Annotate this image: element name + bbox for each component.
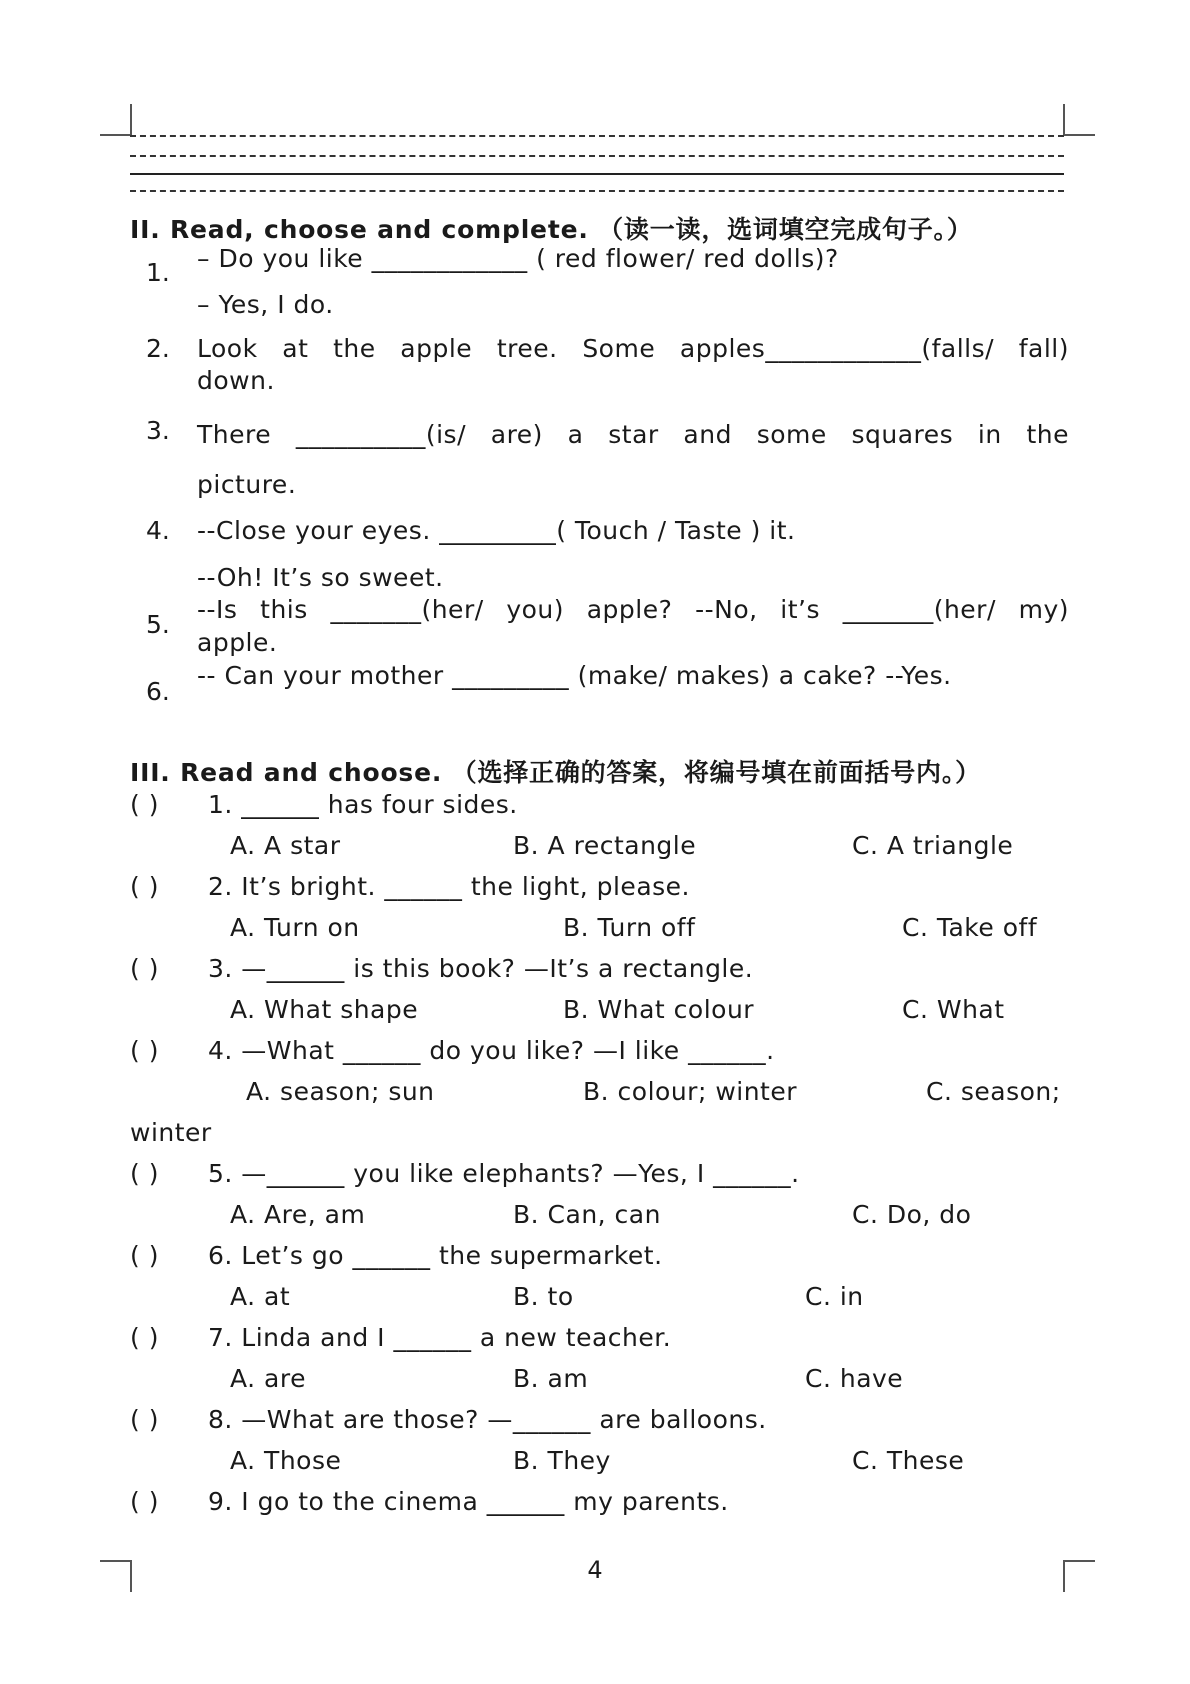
s2-item-5-line-1: --Is this _______(her/ you) apple? --No, it’s _______(her/ my)	[197, 595, 1069, 624]
s2-item-1-line-2: – Yes, I do.	[197, 290, 334, 319]
s3-q5-option-c: C. Do, do	[852, 1200, 972, 1229]
s2-item-number: 5.	[146, 610, 170, 639]
s2-item-4-line-1: --Close your eyes. _________( Touch / Taste ) it.	[197, 516, 796, 545]
answer-bracket[interactable]: ( )	[130, 1487, 159, 1516]
s2-item-5-line-2: apple.	[197, 628, 278, 657]
s3-q6-option-b: B. to	[513, 1282, 574, 1311]
s3-question-6: 6. Let’s go ______ the supermarket.	[208, 1241, 663, 1270]
s3-q4-option-c: C. season;	[926, 1077, 1061, 1106]
s3-q4-option-a: A. season; sun	[246, 1077, 435, 1106]
s3-q3-option-b: B. What colour	[563, 995, 755, 1024]
s2-item-number: 1.	[146, 258, 170, 287]
section-2-heading: II. Read, choose and complete. （读一读，选词填空完成句子。）	[130, 215, 973, 244]
s3-q7-option-a: A. are	[230, 1364, 306, 1393]
answer-bracket[interactable]: ( )	[130, 954, 159, 983]
s2-item-number: 3.	[146, 416, 170, 445]
s2-item-2-line-1: Look at the apple tree. Some apples____________(falls/ fall)	[197, 334, 1069, 363]
s3-q8-option-b: B. They	[513, 1446, 611, 1475]
s2-item-2-line-2: down.	[197, 366, 275, 395]
s3-q3-option-c: C. What	[902, 995, 1005, 1024]
s2-item-6-line-1: -- Can your mother _________ (make/ makes) a cake? --Yes.	[197, 661, 952, 690]
header-dashed-rule-2	[130, 155, 1064, 157]
header-dashed-rule-1	[130, 135, 1064, 137]
s3-question-2: 2. It’s bright. ______ the light, please.	[208, 872, 690, 901]
s2-item-3-line-2: picture.	[197, 470, 297, 499]
s3-q1-option-a: A. A star	[230, 831, 341, 860]
s3-question-1: 1. ______ has four sides.	[208, 790, 518, 819]
s3-q4-option-b: B. colour; winter	[583, 1077, 798, 1106]
s3-q1-option-b: B. A rectangle	[513, 831, 697, 860]
s3-q6-option-c: C. in	[805, 1282, 864, 1311]
s2-item-number: 2.	[146, 334, 170, 363]
s3-question-8: 8. —What are those? —______ are balloons.	[208, 1405, 767, 1434]
s3-q2-option-c: C. Take off	[902, 913, 1038, 942]
s3-q1-option-c: C. A triangle	[852, 831, 1014, 860]
s2-item-number: 6.	[146, 677, 170, 706]
s3-question-9: 9. I go to the cinema ______ my parents.	[208, 1487, 729, 1516]
answer-bracket[interactable]: ( )	[130, 1405, 159, 1434]
page-number: 4	[587, 1556, 603, 1584]
s2-item-number: 4.	[146, 516, 170, 545]
s2-item-4-line-2: --Oh! It’s so sweet.	[197, 563, 444, 592]
answer-bracket[interactable]: ( )	[130, 1323, 159, 1352]
s3-q6-option-a: A. at	[230, 1282, 291, 1311]
s2-item-1-line-1: – Do you like ____________ ( red flower/ red dolls)?	[197, 244, 839, 273]
crop-mark-top-left	[100, 104, 132, 136]
s3-question-5: 5. —______ you like elephants? —Yes, I ______.	[208, 1159, 800, 1188]
s3-q7-option-b: B. am	[513, 1364, 589, 1393]
s3-q4-option-c-wrap: winter	[130, 1118, 212, 1147]
s3-q5-option-a: A. Are, am	[230, 1200, 366, 1229]
s3-q8-option-c: C. These	[852, 1446, 965, 1475]
s3-q2-option-a: A. Turn on	[230, 913, 360, 942]
answer-bracket[interactable]: ( )	[130, 1036, 159, 1065]
answer-bracket[interactable]: ( )	[130, 872, 159, 901]
answer-bracket[interactable]: ( )	[130, 1159, 159, 1188]
answer-bracket[interactable]: ( )	[130, 790, 159, 819]
s3-q7-option-c: C. have	[805, 1364, 904, 1393]
s3-question-4: 4. —What ______ do you like? —I like ______.	[208, 1036, 775, 1065]
s3-question-7: 7. Linda and I ______ a new teacher.	[208, 1323, 672, 1352]
s2-item-3-line-1: There __________(is/ are) a star and some squares in the	[197, 420, 1069, 449]
answer-bracket[interactable]: ( )	[130, 1241, 159, 1270]
crop-mark-top-right	[1063, 104, 1095, 136]
s3-q5-option-b: B. Can, can	[513, 1200, 661, 1229]
header-dashed-rule-3	[130, 190, 1064, 192]
s3-question-3: 3. —______ is this book? —It’s a rectangle.	[208, 954, 754, 983]
s3-q3-option-a: A. What shape	[230, 995, 419, 1024]
header-solid-rule	[130, 173, 1064, 175]
section-3-heading: III. Read and choose. （选择正确的答案，将编号填在前面括号内。）	[130, 758, 981, 787]
s3-q2-option-b: B. Turn off	[563, 913, 696, 942]
s3-q8-option-a: A. Those	[230, 1446, 342, 1475]
